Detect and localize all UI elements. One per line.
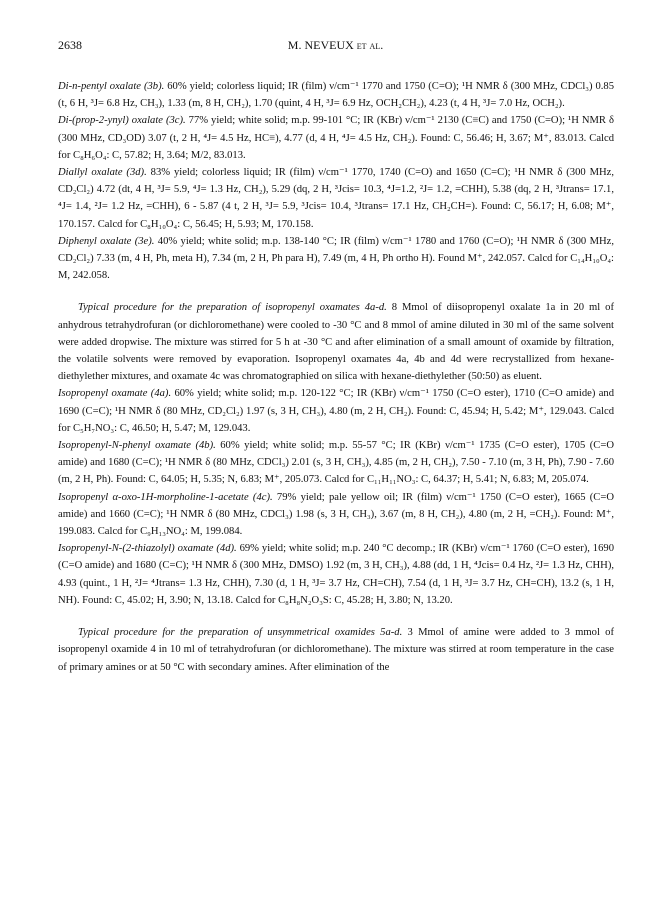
page-body xyxy=(58,78,614,676)
entry-text: 60% yield; colorless liquid; IR (film) ν/cm⁻¹ 1770 and 1750 (C=O); ¹H NMR δ (300 MHz, CDCl₃) 0.85 (t, 6 H, ³J= 6.8 Hz, CH₃), 1.33 (m, 8 H, CH₂), 1.70 (quint, 4 H, ³J= 6.9 Hz, OCH₂CH₂), 4.23 (t, 4 H, ³J= 7.0 Hz, OCH₂). xyxy=(58,81,614,110)
entry-title: Typical procedure for the preparation of unsymmetrical oxamides 5a-d. xyxy=(78,627,403,639)
compound-entry xyxy=(58,112,614,164)
entry-title: Diallyl oxalate (3d). xyxy=(58,167,147,179)
entry-text: 3 Mmol of amine were added to 3 mmol of isopropenyl oxamide 4 in 10 ml of tetrahydrofuran (or dichloromethane). The mixture was stirred at room temperature in the case of primary amines or at 50 °C with secondary amines. After elimination of the xyxy=(58,627,614,673)
compound-entry xyxy=(58,385,614,437)
running-title: M. NEVEUX et al. xyxy=(287,38,384,52)
entry-text: 60% yield; white solid; m.p. 55-57 °C; IR (KBr) ν/cm⁻¹ 1735 (C=O ester), 1705 (C=O amide) and 1680 (C=C); ¹H NMR δ (80 MHz, CDCl₃) 2.01 (s, 3 H, CH₃), 4.85 (m, 2 H, CH₂), 7.50 - 7.10 (m, 3 H, Ph), 7.90 - 7.60 (m, 2 H, Ph). Found: C, 64.05; H, 5.35; N, 6.83; M⁺, 205.073. Calcd for C₁₁H₁₁NO₃: C, 64.37; H, 5.41; N, 6.83; M, 205.074. xyxy=(58,440,614,486)
entry-title: Di-(prop-2-ynyl) oxalate (3c). xyxy=(58,115,186,127)
entry-text: 79% yield; pale yellow oil; IR (film) ν/cm⁻¹ 1750 (C=O ester), 1665 (C=O amide) and 1660 (C=C); ¹H NMR δ (80 MHz, CDCl₃) 1.98 (s, 3 H, CH₃), 3.67 (m, 8 H, CH₂), 4.80 (m, 2 H, =CH₂). Found: M⁺, 199.083. Calcd for C₉H₁₃NO₄: M, 199.084. xyxy=(58,491,614,538)
compound-entry xyxy=(58,437,614,489)
procedure-paragraph xyxy=(58,299,614,385)
entry-title: Isopropenyl α-oxo-1H-morpholine-1-acetate (4c). xyxy=(58,491,273,503)
entry-text: 83% yield; colorless liquid; IR (film) ν/cm⁻¹ 1770, 1740 (C=O) and 1650 (C=C); ¹H NMR δ (300 MHz, CD₂Cl₂) 4.72 (dt, 4 H, ³J= 5.9, ⁴J= 1.3 Hz, CH₂), 5.29 (dq, 2 H, ³Jcis= 10.3, ⁴J=1.2, ²J= 1.2, =CHH), 5.38 (dq, 2 H, ³Jtrans= 17.1, ⁴J= 1.4, ²J= 1.2 Hz, =CHH), 6 - 5.87 (4 t, 2 H, ³J= 5.9, ³Jcis= 10.4, ³Jtrans= 17.1 Hz, CH₂CH=). Found: C, 56.17; H, 6.08; M⁺, 170.157. Calcd for C₈H₁₀O₄: C, 56.45; H, 5.93; M, 170.158. xyxy=(58,167,614,230)
compound-entry xyxy=(58,489,614,541)
page-header xyxy=(58,38,613,54)
compound-entry xyxy=(58,78,614,112)
entry-title: Isopropenyl-N-(2-thiazolyl) oxamate (4d). xyxy=(58,543,237,555)
entry-text: 69% yield; white solid; m.p. 240 °C decomp.; IR (KBr) ν/cm⁻¹ 1760 (C=O ester), 1690 (C=O amide) and 1680 (C=C); ¹H NMR δ (300 MHz, DMSO) 1.92 (m, 3 H, CH₃), 4.88 (dd, 1 H, ⁴Jcis= 0.4 Hz, ²J= 1.3 Hz, CHH), 4.93 (quint., 1 H, ²J= ⁴Jtrans= 1.3 Hz, CHH), 7.30 (d, 1 H, ³J= 3.7 Hz, CH=CH), 7.54 (d, 1 H, ³J= 3.7 Hz, CH=CH), 13.2 (s, 1 H, NH). Found: C, 45.02; H, 3.90; N, 13.18. Calcd for C₈H₈N₂O₃S: C, 45.28; H, 3.80; N, 13.20. xyxy=(58,543,614,606)
entry-title: Isopropenyl-N-phenyl oxamate (4b). xyxy=(58,440,216,452)
paragraph-gap xyxy=(58,284,614,299)
entry-title: Di-n-pentyl oxalate (3b). xyxy=(58,81,165,92)
entry-text: 8 Mmol of diisopropenyl oxalate 1a in 20 ml of anhydrous tetrahydrofuran (or dichloromethane) were cooled to -30 °C and 8 mmol of amine diluted in 30 ml of the same solvent were added dropwise. The mixture was stirred for 5 h at -30 °C and after elimination of a small amount of oxamide by filtration, the volatile solvents were removed by evaporation. Isopropenyl oxamates 4a, 4b and 4d were recrystallized from hexane-diethylether mixtures, and oxamate 4c was chromatographied on silica with hexane-diethylether (50:50) as eluent. xyxy=(58,302,614,383)
entry-text: 60% yield; white solid; m.p. 120-122 °C; IR (KBr) ν/cm⁻¹ 1750 (C=O ester), 1710 (C=O amide) and 1690 (C=C); ¹H NMR δ (80 MHz, CD₂Cl₂) 1.97 (s, 3 H, CH₃), 4.80 (m, 2 H, CH₂). Found: C, 45.94; H, 5.42; M⁺, 129.043. Calcd for C₅H₇NO₃: C, 46.50; H, 5.47; M, 129.043. xyxy=(58,388,614,434)
entry-text: 40% yield; white solid; m.p. 138-140 °C; IR (film) ν/cm⁻¹ 1780 and 1760 (C=O); ¹H NMR δ (300 MHz, CD₂Cl₂) 7.33 (m, 4 H, Ph, meta H), 7.34 (m, 2 H, Ph para H), 7.49 (m, 4 H, Ph ortho H). Found M⁺, 242.057. Calcd for C₁₄H₁₀O₄: M, 242.058. xyxy=(58,235,614,282)
entry-text: 77% yield; white solid; m.p. 99-101 °C; IR (KBr) ν/cm⁻¹ 2130 (C≡C) and 1750 (C=O); ¹H NMR δ (300 MHz, CD₃OD) 3.07 (t, 2 H, ⁴J= 4.5 Hz, HC≡), 4.77 (d, 4 H, ⁴J= 4.5 Hz, CH₂). Found: C, 56.46; H, 3.67; M⁺, 83.013. Calcd for C₈H₆O₄: C, 57.82; H, 3.64; M/2, 83.013. xyxy=(58,115,614,161)
paragraph-gap xyxy=(58,609,614,624)
page-number: 2638 xyxy=(58,38,82,52)
procedure-paragraph xyxy=(58,624,614,676)
compound-entry xyxy=(58,540,614,609)
compound-entry xyxy=(58,233,614,285)
compound-entry xyxy=(58,164,614,233)
entry-title: Diphenyl oxalate (3e). xyxy=(58,235,155,247)
entry-title: Isopropenyl oxamate (4a). xyxy=(58,388,172,400)
entry-title: Typical procedure for the preparation of isopropenyl oxamates 4a-d. xyxy=(78,302,387,314)
